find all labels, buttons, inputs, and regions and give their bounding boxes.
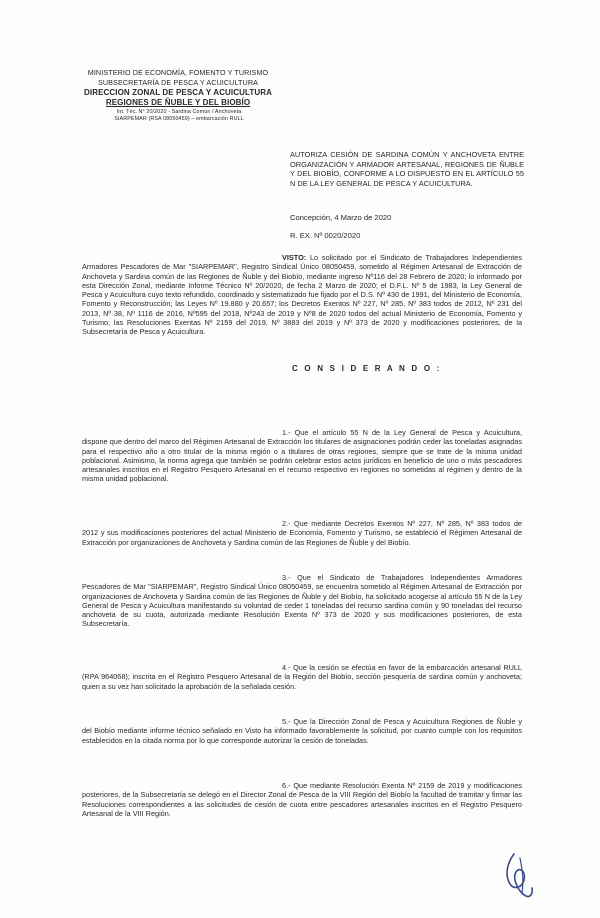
visto-paragraph [82, 253, 522, 337]
subsecretaria-line: SUBSECRETARÍA DE PESCA Y ACUICULTURA [97, 78, 259, 87]
letterhead [78, 68, 278, 122]
resolution-date: Concepción, 4 Marzo de 2020 [290, 213, 392, 222]
considerando-6: 6.- Que mediante Resolución Exenta Nº 2159 de 2019 y modificaciones posteriores, de la Subsecretaría se delegó en el Director Zonal de Pesca de la VIII Región del Biobío la facultad de tramitar y firmar las Resoluciones correspondientes a las solicitudes de cesión de cuota entre pescadores artesanales inscritos en el Registro Pesquero Artesanal de la VIII Región. [82, 781, 522, 818]
considerando-2: 2.- Que mediante Decretos Exentos Nº 227, Nº 285, Nº 383 todos de 2012 y sus modificaciones posteriores del actual Ministerio de Economía, Fomento y Turismo, se estableció el Régimen Artesanal de Extracción por organizaciones de Anchoveta y Sardina común de las Regiones de Ñuble y del Biobío. [82, 519, 522, 547]
direccion-zonal-line: DIRECCION ZONAL DE PESCA Y ACUICULTURA [84, 88, 272, 97]
regiones-line: REGIONES DE ÑUBLE Y DEL BIOBÍO [105, 98, 251, 107]
reference-line-2: SIARPEMAR (RSA 08050459) – embarcación RULL [114, 116, 244, 122]
resolution-subject: AUTORIZA CESIÓN DE SARDINA COMÚN Y ANCHOVETA ENTRE ORGANIZACIÓN Y ARMADOR ARTESANAL, REGIONES DE ÑUBLE Y DEL BIOBÍO, CONFORME A LO DISPUESTO EN EL ARTÍCULO 55 N DE LA LEY GENERAL DE PESCA Y ACUICULTURA. [290, 150, 524, 188]
signature-mark [500, 848, 536, 900]
reference-line-1: Int. Téc. N° 20/2020 - Sardina Común / Anchoveta [116, 109, 242, 115]
considerando-heading: C O N S I D E R A N D O : [292, 364, 442, 373]
considerando-4: 4.- Que la cesión se efectúa en favor de la embarcación artesanal RULL (RPA 964068); inscrita en el Registro Pesquero Artesanal de la Región del Biobío, sección pesquería de sardina común y anchoveta; quien a su vez han solicitado la aprobación de la señalada cesión. [82, 663, 522, 691]
considerando-3: 3.- Que el Sindicato de Trabajadores Independientes Armadores Pescadores de Mar "SIARPEMAR", Registro Sindical Único 08050459, se encuentra sometido al Régimen Artesanal de Extracción por organizaciones de Anchoveta y Sardina común de las Regiones de Ñuble y del Biobío, ha solicitado acogerse al artículo 55 N de la Ley General de Pesca y Acuicultura manifestando su voluntad de ceder 1 toneladas del recurso sardina común y 90 toneladas del recurso anchoveta de su cuota, autorizada mediante Resolución Exenta Nº 373 de 2020 y sus modificaciones posteriores, de esta Subsecretaría. [82, 573, 522, 629]
considerando-5: 5.- Que la Dirección Zonal de Pesca y Acuicultura Regiones de Ñuble y del Biobío mediante informe técnico señalado en Visto ha informado favorablemente la solicitud, por cuanto cumple con los requisitos establecidos en la citada norma por lo que corresponde autorizar la cesión de toneladas. [82, 717, 522, 745]
visto-text: Lo solicitado por el Sindicato de Trabajadores Independientes Armadores Pescadores de Mar "SIARPEMAR", Registro Sindical Único 08050459, sometido al Régimen Artesanal de Extracción de Anchoveta y Sardina común de las Regiones de Ñuble y del Biobío, mediante ingreso Nº116 del 28 Febrero de 2020; lo informado por esta Dirección Zonal, mediante Informe Técnico Nº 20/2020, de fecha 2 Marzo de 2020; el D.F.L. Nº 5 de 1983, la Ley General de Pesca y Acuicultura cuyo texto refundido, coordinado y sistematizado fue fijado por el D.S. Nº 430 de 1991, del Ministerio de Economía, Fomento y Reconstrucción; las Leyes Nº 19.880 y 20.657; los Decretos Exentos Nº 227, Nº 285, Nº 383 todos de 2012, Nº 231 del 2013, Nº 38, Nº 1116 de 2016, Nº595 del 2018, Nº243 de 2019 y Nº8 de 2020 todos del actual Ministerio de Economía, Fomento y Turismo; las Resoluciones Exentas Nº 2159 del 2019, Nº 3883 del 2019 y Nº 373 de 2020 y modificaciones posteriores, de la Subsecretaría de Pesca y Acuicultura. [82, 253, 522, 337]
considerando-1: 1.- Que el artículo 55 N de la Ley General de Pesca y Acuicultura, dispone que dentro del marco del Régimen Artesanal de Extracción los titulares de asignaciones podrán ceder las toneladas asignadas para el respectivo año a otro titular de la misma región o a titulares de otras regiones, siempre que se trate de la misma unidad poblacional. Asimismo, la norma agrega que también se podrán celebrar estos actos jurídicos en beneficio de uno o más pescadores artesanales inscritos en el Registro Pesquero Artesanal en el recurso respectivo en regiones no sometidas al régimen y dentro de la misma unidad poblacional. [82, 428, 522, 484]
resolution-number: R. EX. Nº 0020/2020 [290, 231, 361, 240]
visto-label: VISTO: [282, 253, 307, 262]
ministry-line: MINISTERIO DE ECONOMÍA, FOMENTO Y TURISMO [87, 68, 269, 77]
